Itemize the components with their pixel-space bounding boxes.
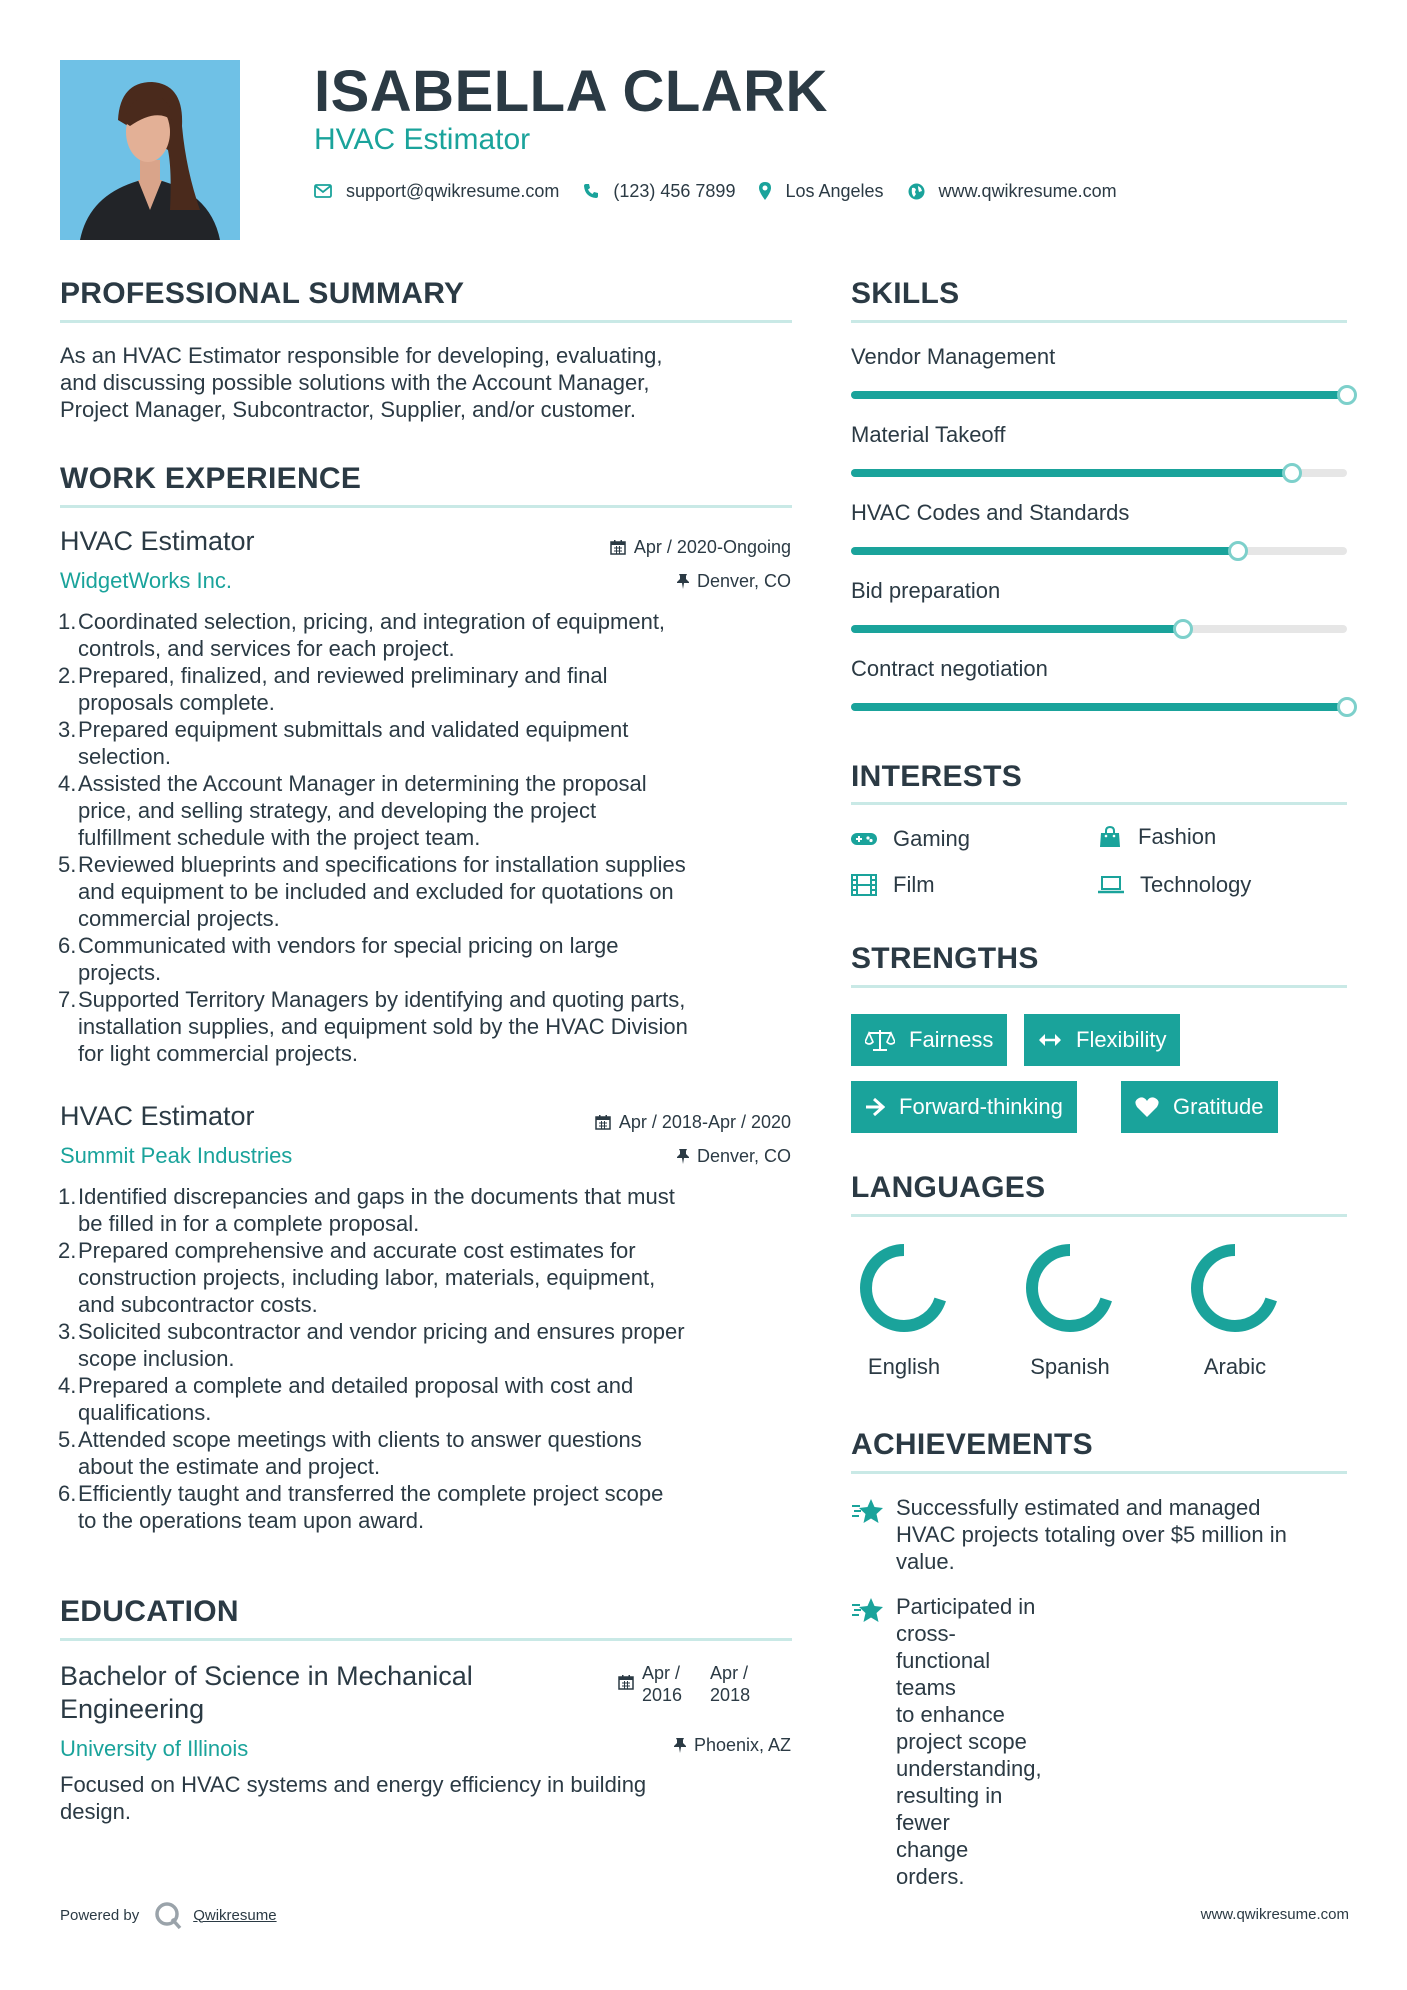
pushpin-icon xyxy=(677,1148,689,1164)
list-item: 3. Solicited subcontractor and vendor pricing and ensures proper scope inclusion. xyxy=(58,1319,685,1371)
qwikresume-link[interactable]: Qwikresume xyxy=(193,1906,277,1924)
skill-bar-track xyxy=(851,391,1347,399)
school-name: University of Illinois xyxy=(60,1736,249,1761)
job-location xyxy=(677,1145,791,1167)
degree-title xyxy=(60,1660,473,1726)
calendar-icon xyxy=(595,1114,611,1130)
skill-bar-fill xyxy=(851,469,1292,477)
contact-phone[interactable] xyxy=(583,178,735,204)
education-start-date: Apr / 2016 xyxy=(642,1663,683,1705)
skill-label: Vendor Management xyxy=(851,344,1056,369)
job-title: HVAC Estimator xyxy=(60,1101,255,1131)
summary-divider xyxy=(60,320,792,323)
language-ring-arc xyxy=(866,1250,942,1326)
job-dates-text: Apr / 2018-Apr / 2020 xyxy=(618,1112,791,1132)
map-marker-icon xyxy=(759,182,771,200)
skill-level-knob xyxy=(1337,385,1357,405)
languages-heading: LANGUAGES xyxy=(851,1171,1046,1204)
interests-heading: INTERESTS xyxy=(851,760,1023,793)
interest-item xyxy=(1098,823,1216,850)
shopping-bag-icon xyxy=(1098,826,1122,848)
calendar-icon xyxy=(610,539,626,555)
list-item: 4. Prepared a complete and detailed proposal with cost and qualifications. xyxy=(58,1373,634,1425)
list-item: 2. Prepared, finalized, and reviewed preliminary and final proposals complete. xyxy=(58,663,608,715)
language-ring xyxy=(1185,1238,1285,1338)
experience-heading: WORK EXPERIENCE xyxy=(60,462,362,495)
person-portrait-icon xyxy=(60,60,240,240)
pushpin-icon xyxy=(677,573,689,589)
language-ring xyxy=(1020,1238,1120,1338)
footer-website[interactable]: www.qwikresume.com xyxy=(1200,1906,1349,1923)
skill-label: HVAC Codes and Standards xyxy=(851,500,1130,525)
qwikresume-logo-icon xyxy=(153,1900,183,1930)
list-item: 1. Coordinated selection, pricing, and integration of equipment, controls, and services for each project. xyxy=(58,609,666,661)
job-dates-text: Apr / 2020-Ongoing xyxy=(633,537,791,557)
globe-icon xyxy=(908,183,925,200)
interest-item xyxy=(1098,871,1251,898)
strengths-heading: STRENGTHS xyxy=(851,942,1039,975)
strength-label: Flexibility xyxy=(1076,1027,1167,1052)
language-label: English xyxy=(867,1354,941,1379)
strength-tag xyxy=(1024,1014,1180,1066)
skill-level-knob xyxy=(1228,541,1248,561)
achievements-heading: ACHIEVEMENTS xyxy=(851,1428,1093,1461)
summary-line: Project Manager, Subcontractor, Supplier, and/or customer. xyxy=(60,397,636,422)
strength-tag xyxy=(851,1014,1007,1066)
degree-line: Engineering xyxy=(60,1694,205,1724)
list-item: 4. Assisted the Account Manager in determining the proposal price, and selling strategy, and developing the project fulfillment schedule with the project team. xyxy=(58,771,647,850)
job-dates xyxy=(610,536,791,558)
job-dates xyxy=(595,1111,791,1133)
experience-divider xyxy=(60,505,792,508)
pushpin-icon xyxy=(674,1737,686,1753)
skill-bar-fill xyxy=(851,625,1183,633)
email-text: support@qwikresume.com xyxy=(346,181,560,201)
education-end-date: Apr / 2018 xyxy=(710,1663,751,1705)
skill-level-knob xyxy=(1337,697,1357,717)
summary-line: and discussing possible solutions with the Account Manager, xyxy=(60,370,650,395)
phone-icon xyxy=(583,183,599,199)
strengths-divider xyxy=(851,985,1347,988)
summary-text xyxy=(60,342,662,423)
skills-divider xyxy=(851,320,1347,323)
list-item: 6. Efficiently taught and transferred the complete project scope to the operations team upon award. xyxy=(58,1481,664,1533)
skill-bar-fill xyxy=(851,703,1347,711)
skill-level-knob xyxy=(1282,463,1302,483)
skill-bar-track xyxy=(851,625,1347,633)
interests-divider xyxy=(851,802,1347,805)
list-item: 1. Identified discrepancies and gaps in the documents that must be filled in for a complete proposal. xyxy=(58,1184,675,1236)
interest-label: Technology xyxy=(1140,872,1252,897)
location-text: Los Angeles xyxy=(785,181,884,201)
company-name: WidgetWorks Inc. xyxy=(60,568,232,593)
footer-powered-by xyxy=(60,1900,277,1930)
list-item: 7. Supported Territory Managers by identifying and quoting parts, installation supplies, and equipment sold by the HVAC Division for light commercial projects. xyxy=(58,987,688,1066)
language-ring xyxy=(854,1238,954,1338)
job-responsibilities xyxy=(60,1183,800,1534)
contact-website[interactable] xyxy=(908,178,1117,204)
company-name: Summit Peak Industries xyxy=(60,1143,293,1168)
candidate-title: HVAC Estimator xyxy=(314,123,531,156)
achievement-text: Participated in cross-functional teams to enhance project scope understanding, resulting in fewer change orders. xyxy=(896,1594,1042,1889)
list-item: 5. Attended scope meetings with clients to answer questions about the estimate and project. xyxy=(58,1427,642,1479)
interest-label: Gaming xyxy=(893,826,971,851)
powered-by-text: Powered by xyxy=(60,1906,140,1924)
interest-label: Fashion xyxy=(1138,824,1217,849)
strength-tag xyxy=(1121,1081,1278,1133)
job-location-text: Denver, CO xyxy=(696,1146,791,1166)
language-label: Arabic xyxy=(1203,1354,1267,1379)
list-item: 2. Prepared comprehensive and accurate cost estimates for construction projects, including labor, materials, equipment, and subcontractor costs. xyxy=(58,1238,656,1317)
contact-email[interactable] xyxy=(314,178,559,204)
heart-icon xyxy=(1135,1096,1159,1118)
strength-label: Fairness xyxy=(909,1027,994,1052)
achievements-divider xyxy=(851,1471,1347,1474)
education-location xyxy=(674,1734,791,1756)
arrows-horizontal-icon xyxy=(1038,1033,1062,1047)
gamepad-icon xyxy=(851,831,877,847)
list-item: 6. Communicated with vendors for special pricing on large projects. xyxy=(58,933,619,985)
skill-bar-track xyxy=(851,547,1347,555)
language-ring-arc xyxy=(1032,1250,1108,1326)
list-item: 3. Prepared equipment submittals and validated equipment selection. xyxy=(58,717,629,769)
job-location-text: Denver, CO xyxy=(696,571,791,591)
language-ring-arc xyxy=(1197,1250,1273,1326)
skill-label: Contract negotiation xyxy=(851,656,1048,681)
job-responsibilities xyxy=(60,608,800,1067)
skill-level-knob xyxy=(1173,619,1193,639)
calendar-icon xyxy=(618,1674,634,1690)
education-divider xyxy=(60,1638,792,1641)
star-icon xyxy=(851,1597,885,1625)
skill-bar-track xyxy=(851,469,1347,477)
strength-label: Gratitude xyxy=(1173,1094,1264,1119)
film-icon xyxy=(851,874,877,896)
education-location-text: Phoenix, AZ xyxy=(693,1735,791,1755)
list-item: 5. Reviewed blueprints and specifications for installation supplies and equipment to be included and excluded for quotations on commercial projects. xyxy=(58,852,686,931)
education-heading: EDUCATION xyxy=(60,1595,239,1628)
laptop-icon xyxy=(1098,875,1124,895)
star-icon xyxy=(851,1498,885,1526)
contact-location xyxy=(759,178,883,204)
job-title: HVAC Estimator xyxy=(60,526,255,556)
candidate-name: ISABELLA CLARK xyxy=(314,59,828,124)
job-location xyxy=(677,570,791,592)
skill-bar-fill xyxy=(851,391,1347,399)
contact-bar xyxy=(314,178,1137,204)
language-label: Spanish xyxy=(1030,1354,1110,1379)
strength-label: Forward-thinking xyxy=(899,1094,1063,1119)
interest-label: Film xyxy=(893,872,935,897)
website-text: www.qwikresume.com xyxy=(938,181,1117,201)
education-description: Focused on HVAC systems and energy efficiency in building design. xyxy=(60,1772,647,1824)
interest-item xyxy=(851,825,970,852)
skill-bar-track xyxy=(851,703,1347,711)
strength-tag xyxy=(851,1081,1077,1133)
skill-label: Bid preparation xyxy=(851,578,1001,603)
balance-scale-icon xyxy=(865,1028,895,1052)
arrow-right-icon xyxy=(865,1097,885,1117)
languages-divider xyxy=(851,1214,1347,1217)
education-dates xyxy=(618,1662,750,1706)
profile-photo xyxy=(60,60,240,240)
summary-heading: PROFESSIONAL SUMMARY xyxy=(60,277,465,310)
interest-item xyxy=(851,871,935,898)
summary-line: As an HVAC Estimator responsible for developing, evaluating, xyxy=(60,343,663,368)
skills-heading: SKILLS xyxy=(851,277,960,310)
skill-label: Material Takeoff xyxy=(851,422,1006,447)
envelope-icon xyxy=(314,184,332,198)
achievement-text: Successfully estimated and managed HVAC projects totaling over $5 million in value. xyxy=(896,1495,1287,1574)
phone-text: (123) 456 7899 xyxy=(613,181,736,201)
degree-line: Bachelor of Science in Mechanical xyxy=(60,1661,473,1691)
skill-bar-fill xyxy=(851,547,1238,555)
